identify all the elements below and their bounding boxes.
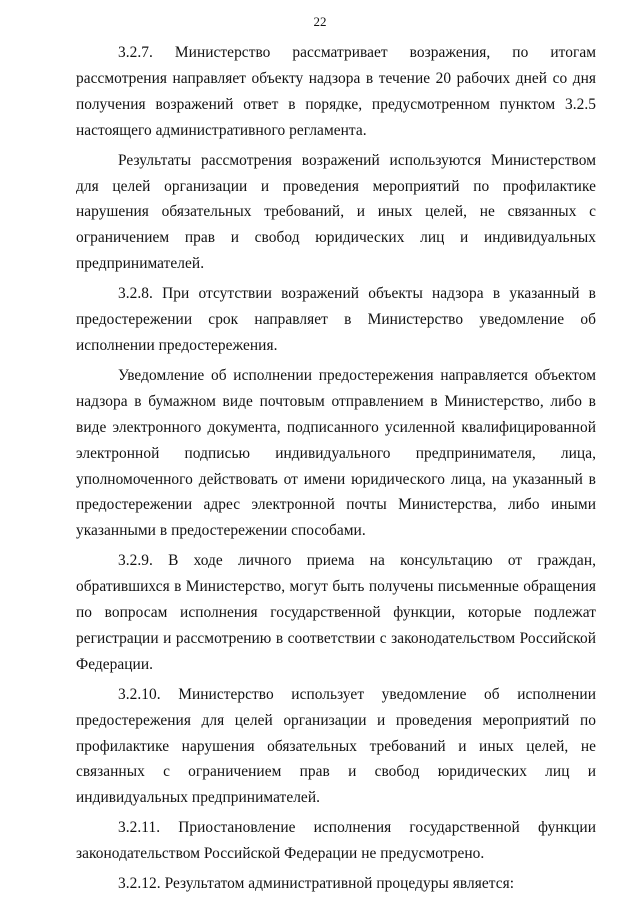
paragraph-3-2-8: 3.2.8. При отсутствии возражений объекты надзора в указанный в предостережении срок направляет в Министерство уведомление об исполнении предостережения.	[76, 285, 596, 354]
paragraph-3-2-7: 3.2.7. Министерство рассматривает возражения, по итогам рассмотрения направляет объекту надзора в течение 20 рабочих дней со дня получения возражений ответ в порядке, предусмотренном пунктом 3.2.5 настоящего административного регламента.	[76, 44, 596, 139]
paragraph-3-2-11: 3.2.11. Приостановление исполнения государственной функции законодательством Российской Федерации не предусмотрено.	[76, 819, 596, 863]
paragraph-3-2-10: 3.2.10. Министерство использует уведомление об исполнении предостережения для целей организации и проведения мероприятий по профилактике нарушения обязательных требований и иных целей, не связанных с ограничением прав и свобод юридических лиц и индивидуальных предпринимателей.	[76, 685, 596, 807]
paragraph-notification: Уведомление об исполнении предостережения направляется объектом надзора в бумажном виде почтовым отправлением в Министерство, либо в виде электронного документа, подписанного усиленной квалифицированной электронной подписью индивидуального предпринимателя, лица, уполномоченного действовать от имени юридического лица, на указанный в предостережении адрес электронной почты Министерства, либо иными указанными в предостережении способами.	[76, 366, 596, 540]
page-number: 22	[313, 14, 327, 29]
document-body	[76, 40, 596, 901]
paragraph-3-2-12: 3.2.12. Результатом административной процедуры является:	[118, 875, 515, 893]
paragraph-3-2-9: 3.2.9. В ходе личного приема на консультацию от граждан, обратившихся в Министерство, могут быть получены письменные обращения по вопросам исполнения государственной функции, которые подлежат регистрации и рассмотрению в соответствии с законодательством Российской Федерации.	[76, 552, 596, 673]
paragraph-objections-results: Результаты рассмотрения возражений используются Министерством для целей организации и проведения мероприятий по профилактике нарушения обязательных требований, и иных целей, не связанных с ограничением прав и свобод юридических лиц и индивидуальных предпринимателей.	[76, 151, 596, 273]
